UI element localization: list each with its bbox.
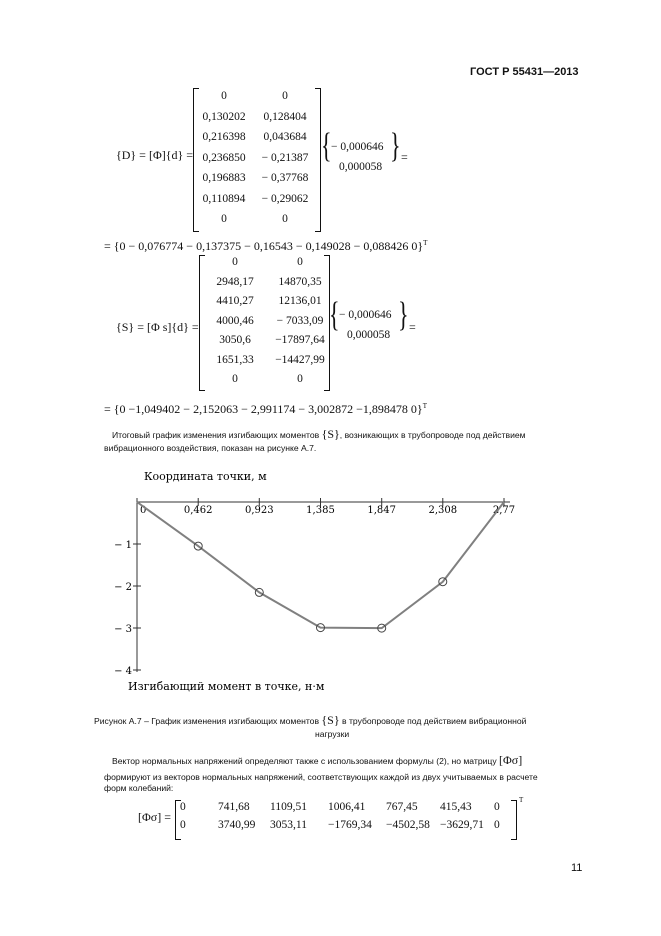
matrix-cell: 3740,99 <box>218 819 256 831</box>
matrix-cell: −14427,99 <box>275 353 325 366</box>
matrix-cell: −4502,58 <box>386 819 430 831</box>
x-axis-label: Координата точки, м <box>144 470 267 483</box>
paragraph-2-line2: формируют из векторов нормальных напряжений, соответствующих каждой из двух учитываемых в расчете <box>104 772 538 782</box>
matrix-cell: 0 <box>494 801 500 813</box>
matrix-cell: −3629,71 <box>440 819 484 831</box>
matrix-cell: 4410,27 <box>216 295 254 307</box>
eq1-left-brace-icon: { <box>321 125 332 166</box>
matrix-cell: 0 <box>180 801 186 813</box>
paragraph-2: Вектор нормальных напряжений определяют также с использованием формулы (2), но матрицу [Φσ] <box>112 753 523 767</box>
eq1-equals: = <box>401 150 408 164</box>
matrix-cell: − 0,37768 <box>261 172 309 184</box>
matrix-cell: 4000,46 <box>216 314 254 327</box>
x-tick-label: 0,462 <box>183 505 213 516</box>
y-axis-label: Изгибающий момент в точке, н·м <box>128 680 325 693</box>
x-tick-label: 0,923 <box>244 505 274 516</box>
x-tick-label: 0 <box>140 505 147 516</box>
paragraph-2-line3: форм колебаний: <box>104 783 174 793</box>
chart-points <box>194 542 447 632</box>
y-tick-label: − 4 <box>114 666 132 677</box>
matrix-cell: 0 <box>221 90 227 102</box>
matrix-cell: 0 <box>180 819 186 831</box>
series-line <box>137 502 504 628</box>
matrix-cell: 14870,35 <box>278 275 322 288</box>
eq2-vector-cell: 0,000058 <box>347 329 391 341</box>
x-tick-label: 1,847 <box>367 505 397 516</box>
x-tick-label: 2,77 <box>492 505 516 516</box>
eq2-vector-cell: − 0,000646 <box>339 309 392 321</box>
matrix-cell: 2948,17 <box>216 275 254 288</box>
matrix-cell: 0 <box>297 373 303 385</box>
eq2-lhs: {S} = [Φ s]{d} = <box>116 320 199 334</box>
matrix-cell: 767,45 <box>386 801 418 813</box>
matrix-cell: 1109,51 <box>270 801 307 813</box>
y-tick-label: − 2 <box>114 582 132 593</box>
eq1-right-brace-icon: } <box>390 125 401 166</box>
matrix-cell: 0,216398 <box>202 131 246 143</box>
matrix-cell: − 0,29062 <box>261 192 309 205</box>
matrix-cell: − 0,21387 <box>261 151 309 164</box>
matrix-cell: 0,128404 <box>263 110 307 123</box>
matrix-cell: −1769,34 <box>328 819 372 831</box>
x-tick-label: 1,385 <box>306 505 335 516</box>
matrix-cell: 741,68 <box>218 801 250 813</box>
matrix-cell: 0,130202 <box>202 110 246 123</box>
page-number: 11 <box>571 862 583 874</box>
matrix-cell: 415,43 <box>440 801 472 813</box>
result1: = {0 − 0,076774 − 0,137375 − 0,16543 − 0,149028 − 0,088426 0}$^T$ <box>104 239 428 253</box>
matrix-cell: 0 <box>282 90 288 102</box>
figure-caption: Рисунок А.7 – График изменения изгибающих моментов {S} в трубопроводе под действием вибрационной <box>94 713 527 727</box>
matrix-cell: 0 <box>232 256 238 268</box>
chart-ticks <box>114 498 515 677</box>
matrix-cell: 1651,33 <box>216 353 254 366</box>
matrix-cell: 3053,11 <box>270 819 307 831</box>
matrix-cell: 0 <box>232 373 238 385</box>
matrix-cell: −17897,64 <box>275 334 325 346</box>
y-tick-label: − 1 <box>114 540 132 551</box>
eq1-vector-cell: − 0,000646 <box>331 141 384 153</box>
matrix-cell: 12136,01 <box>278 295 322 307</box>
eq3-lhs: [Φσ] = <box>138 810 171 824</box>
matrix-cell: 0 <box>494 819 500 831</box>
matrix-cell: 1006,41 <box>328 801 366 813</box>
matrix-cell: 0 <box>221 213 227 225</box>
result2: = {0 −1,049402 − 2,152063 − 2,991174 − 3,002872 −1,898478 0}$^T$ <box>104 402 427 416</box>
eq3-right-bracket <box>511 800 517 840</box>
eq2-equals: = <box>409 320 416 334</box>
eq2-right-brace-icon: } <box>398 294 409 335</box>
matrix-cell: 0,196883 <box>202 172 246 184</box>
y-tick-label: − 3 <box>114 624 132 635</box>
document-header: ГОСТ Р 55431—2013 <box>470 66 579 78</box>
paragraph-1-cont: вибрационного воздействия, показан на рисунке А.7. <box>104 443 317 453</box>
eq2-left-brace-icon: { <box>329 294 340 335</box>
paragraph-1: Итоговый график изменения изгибающих моментов {S}, возникающих в трубопроводе под действием <box>112 427 526 441</box>
matrix-cell: − 7033,09 <box>276 314 324 327</box>
matrix-cell: 0 <box>297 256 303 268</box>
x-tick-label: 2,308 <box>428 505 458 516</box>
matrix-cell: 0,236850 <box>202 151 246 164</box>
eq1-lhs: {D} = [Φ]{d} = <box>116 148 194 162</box>
figure-caption-cont: нагрузки <box>315 729 350 739</box>
eq1-vector-cell: 0,000058 <box>339 161 383 173</box>
matrix-cell: 0,110894 <box>202 192 246 205</box>
matrix-cell: 0,043684 <box>263 131 307 143</box>
matrix-cell: 3050,6 <box>219 334 251 346</box>
eq3-transpose: T <box>519 796 524 804</box>
matrix-cell: 0 <box>282 213 288 225</box>
